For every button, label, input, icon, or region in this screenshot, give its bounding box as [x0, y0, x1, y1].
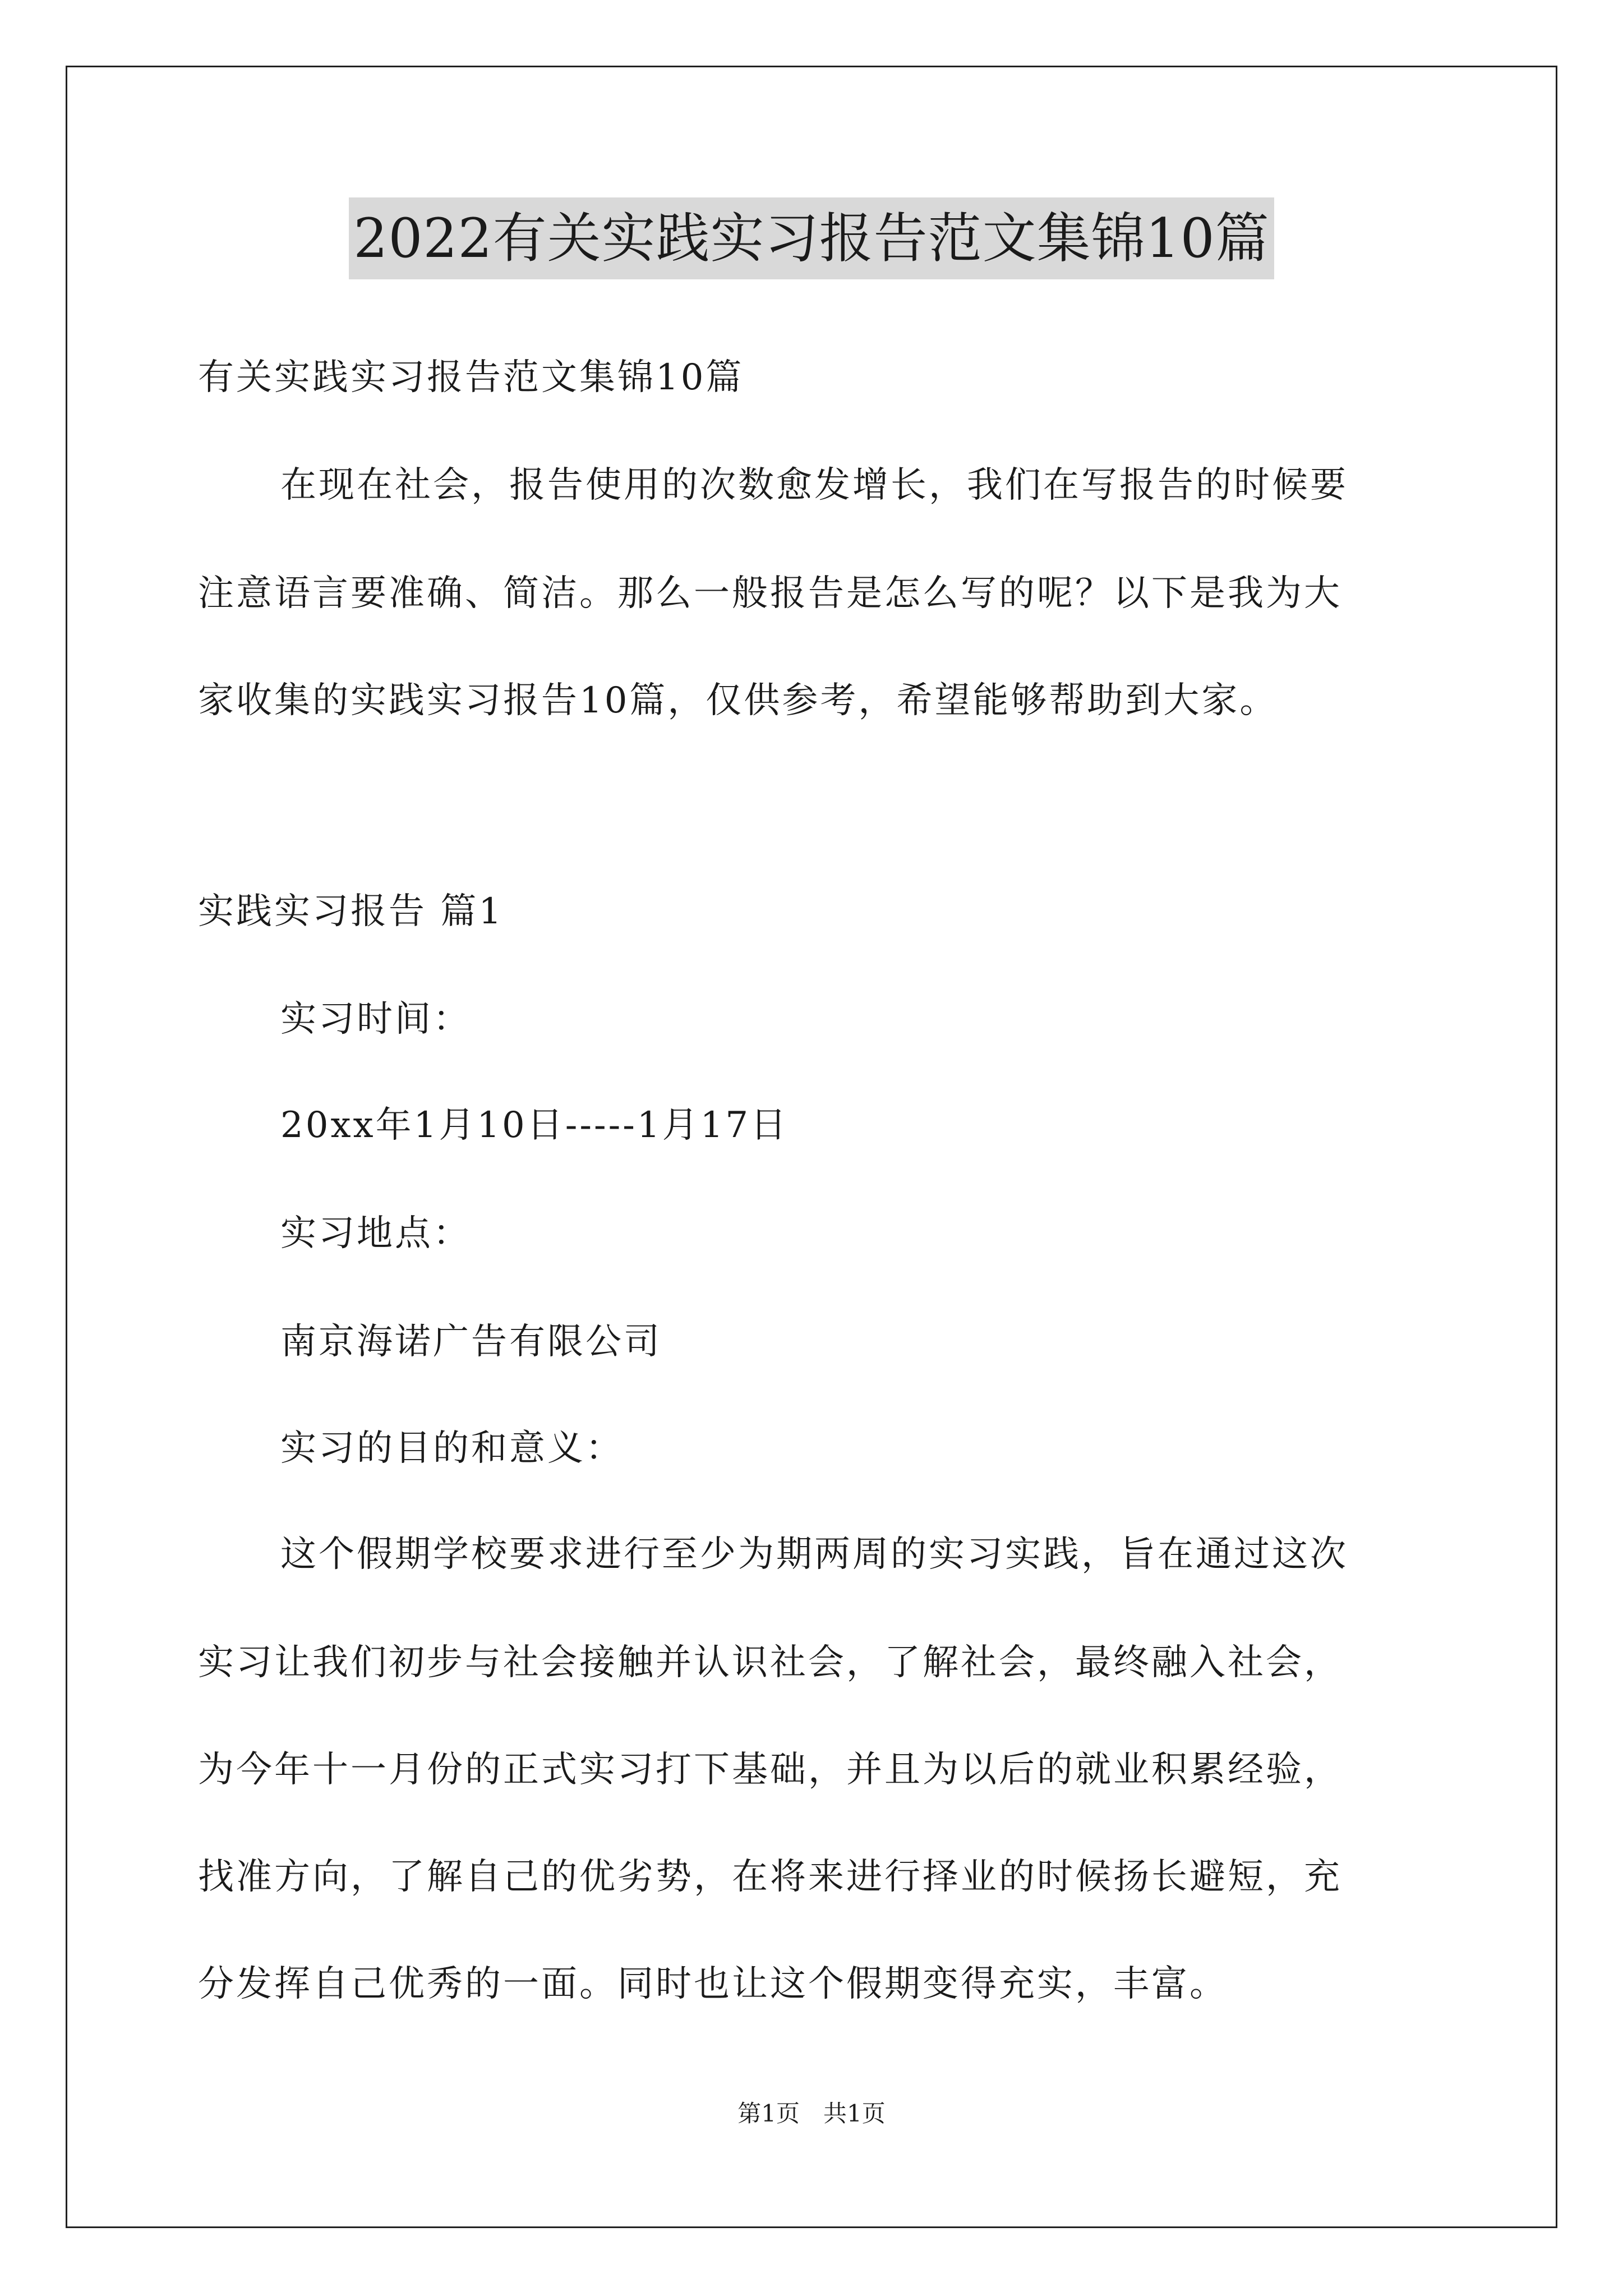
purpose-line-5: 分发挥自己优秀的一面。同时也让这个假期变得充实，丰富。 — [198, 1963, 1228, 2005]
purpose-line-3: 为今年十一月份的正式实习打下基础，并且为以后的就业积累经验， — [198, 1749, 1342, 1791]
purpose-line-2: 实习让我们初步与社会接触并认识社会，了解社会，最终融入社会， — [198, 1642, 1342, 1683]
time-value: 20xx年1月10日-----1月17日 — [280, 1105, 789, 1146]
intro-line-3: 家收集的实践实习报告10篇，仅供参考，希望能够帮助到大家。 — [198, 680, 1278, 721]
page-title: 2022有关实践实习报告范文集锦10篇 — [349, 197, 1274, 279]
page-footer: 第1页 共1页 — [737, 2100, 886, 2127]
section-heading: 实践实习报告 篇1 — [198, 891, 504, 932]
intro-line-2: 注意语言要准确、简洁。那么一般报告是怎么写的呢？以下是我为大 — [198, 573, 1342, 614]
purpose-label: 实习的目的和意义： — [280, 1428, 624, 1469]
place-label: 实习地点： — [280, 1213, 471, 1254]
title-container — [0, 197, 1623, 279]
place-value: 南京海诺广告有限公司 — [280, 1321, 662, 1363]
purpose-line-4: 找准方向，了解自己的优劣势，在将来进行择业的时候扬长避短，充 — [198, 1856, 1342, 1898]
time-label: 实习时间： — [280, 999, 471, 1040]
document-subtitle: 有关实践实习报告范文集锦10篇 — [198, 357, 744, 398]
purpose-line-1: 这个假期学校要求进行至少为期两周的实习实践，旨在通过这次 — [280, 1534, 1348, 1575]
intro-line-1: 在现在社会，报告使用的次数愈发增长，我们在写报告的时候要 — [280, 464, 1348, 506]
